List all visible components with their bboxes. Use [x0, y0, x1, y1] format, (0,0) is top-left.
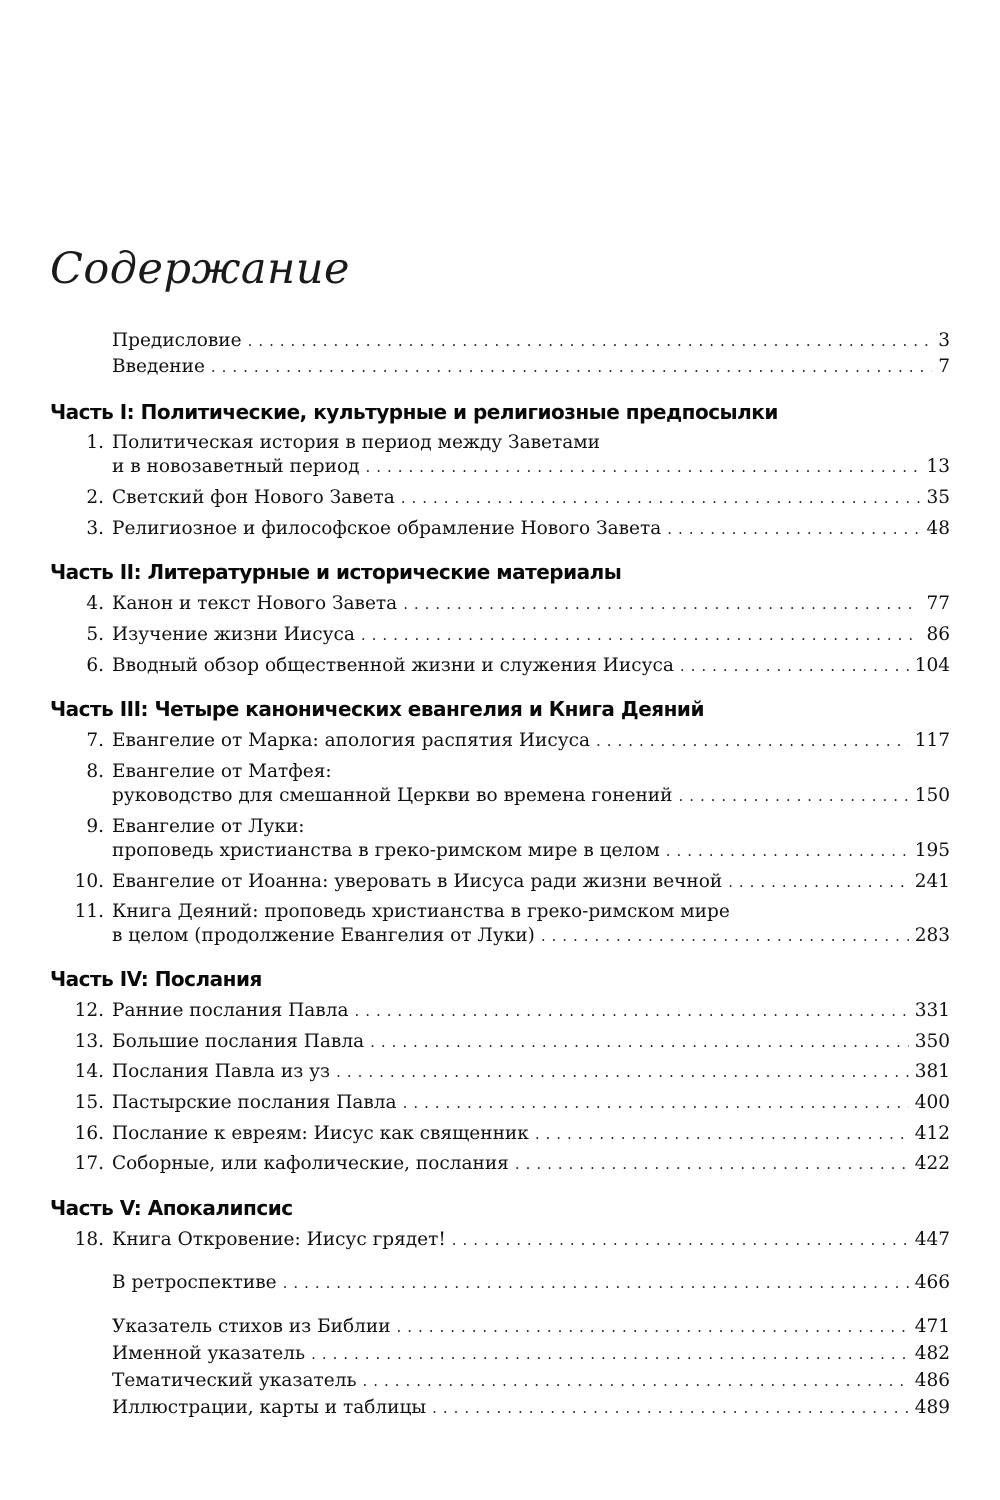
toc-entry-label: Тематический указатель — [112, 1370, 357, 1391]
toc-entry-line — [112, 728, 950, 754]
toc-entry-label: проповедь христианства в греко-римском мире в целом — [112, 840, 660, 861]
toc-entry-line — [112, 516, 950, 542]
toc-entry-page: 13 — [926, 456, 950, 477]
toc-entry-line — [112, 354, 950, 380]
toc-entry — [0, 998, 1000, 1028]
chapter-number: 16. — [74, 1123, 104, 1144]
toc-entry-label: Изучение жизни Иисуса — [112, 624, 355, 645]
toc-entry-line — [112, 1227, 950, 1253]
leader-dots — [596, 728, 909, 754]
leader-dots — [283, 1270, 909, 1296]
toc-entry-line — [112, 1059, 950, 1085]
leader-dots — [401, 485, 921, 511]
toc-entry-continued — [0, 783, 1000, 813]
toc-entry-line — [112, 1029, 950, 1055]
chapter-number: 5. — [86, 624, 104, 645]
toc-entry — [0, 653, 1000, 683]
toc-entry-label: Иллюстрации, карты и таблицы — [112, 1397, 427, 1418]
toc-entry-line — [112, 1341, 950, 1367]
toc-entry-page: 489 — [914, 1397, 950, 1418]
page-title: Содержание — [50, 244, 350, 294]
leader-dots — [667, 516, 920, 542]
toc-entry-label: Канон и текст Нового Завета — [112, 593, 398, 614]
toc-entry-back — [0, 1270, 1000, 1300]
toc-entry-first-line: Евангелие от Матфея: — [112, 761, 332, 782]
chapter-number: 10. — [74, 871, 104, 892]
toc-entry-page: 412 — [914, 1123, 950, 1144]
chapter-number: 12. — [74, 1000, 104, 1021]
toc-entry-page: 35 — [926, 487, 950, 508]
toc-entry-line — [112, 485, 950, 511]
toc-entry — [0, 591, 1000, 621]
toc-entry — [0, 1059, 1000, 1089]
toc-entry-line — [112, 1395, 950, 1421]
toc-entry-page: 150 — [914, 785, 950, 806]
chapter-number: 13. — [74, 1031, 104, 1052]
toc-entry-line — [112, 923, 950, 949]
leader-dots — [535, 1121, 909, 1147]
toc-entry-front — [0, 354, 1000, 384]
chapter-number: 14. — [74, 1061, 104, 1082]
chapter-number: 4. — [86, 593, 104, 614]
toc-entry-page: 447 — [914, 1229, 950, 1250]
toc-entry-label: Послания Павла из уз — [112, 1061, 331, 1082]
toc-entry-back — [0, 1314, 1000, 1344]
toc-entry-label: Пастырские послания Павла — [112, 1092, 397, 1113]
toc-entry — [0, 1121, 1000, 1151]
toc-entry-page: 7 — [938, 356, 950, 377]
leader-dots — [403, 591, 920, 617]
chapter-number: 11. — [74, 901, 104, 922]
leader-dots — [354, 998, 908, 1024]
leader-dots — [541, 923, 909, 949]
toc-entry-back — [0, 1341, 1000, 1371]
toc-entry-page: 117 — [914, 730, 950, 751]
toc-entry-page: 422 — [914, 1153, 950, 1174]
toc-entry-label: и в новозаветный период — [112, 456, 360, 477]
toc-entry-line — [112, 1151, 950, 1177]
leader-dots — [370, 1029, 909, 1055]
toc-entry-label: В ретроспективе — [112, 1272, 277, 1293]
toc-entry-line — [112, 591, 950, 617]
leader-dots — [211, 354, 932, 380]
toc-entry-label: в целом (продолжение Евангелия от Луки) — [112, 925, 535, 946]
toc-entry-page: 331 — [914, 1000, 950, 1021]
toc-entry-first-line: Книга Деяний: проповедь христианства в греко-римском мире — [112, 901, 730, 922]
chapter-number: 6. — [86, 655, 104, 676]
chapter-number: 18. — [74, 1229, 104, 1250]
leader-dots — [452, 1227, 909, 1253]
toc-entry-back — [0, 1368, 1000, 1398]
chapter-number: 9. — [86, 816, 104, 837]
toc-entry-continued — [0, 923, 1000, 953]
leader-dots — [666, 838, 909, 864]
toc-entry-label: руководство для смешанной Церкви во времена гонений — [112, 785, 673, 806]
leader-dots — [680, 653, 909, 679]
part-heading: Часть V: Апокалипсис — [50, 1196, 293, 1220]
toc-entry-page: 104 — [914, 655, 950, 676]
toc-entry-line — [112, 1314, 950, 1340]
part-heading: Часть I: Политические, культурные и религиозные предпосылки — [50, 400, 778, 424]
toc-entry-page: 471 — [914, 1316, 950, 1337]
toc-entry-line — [112, 1121, 950, 1147]
leader-dots — [336, 1059, 909, 1085]
toc-entry-line — [112, 622, 950, 648]
leader-dots — [311, 1341, 909, 1367]
toc-entry-label: Указатель стихов из Библии — [112, 1316, 391, 1337]
chapter-number: 17. — [74, 1153, 104, 1174]
chapter-number: 3. — [86, 518, 104, 539]
toc-entry — [0, 728, 1000, 758]
toc-entry-line — [112, 783, 950, 809]
toc-entry-label: Светский фон Нового Завета — [112, 487, 395, 508]
toc-entry-page: 86 — [926, 624, 950, 645]
toc-entry-continued — [0, 454, 1000, 484]
toc-entry-line — [112, 653, 950, 679]
toc-entry — [0, 622, 1000, 652]
part-heading: Часть IV: Послания — [50, 967, 262, 991]
leader-dots — [728, 869, 909, 895]
toc-entry — [0, 516, 1000, 546]
toc-entry-page: 486 — [914, 1370, 950, 1391]
leader-dots — [361, 622, 921, 648]
toc-entry-line — [112, 1368, 950, 1394]
toc-entry-label: Послание к евреям: Иисус как священник — [112, 1123, 529, 1144]
toc-entry — [0, 1151, 1000, 1181]
toc-entry-label: Вводный обзор общественной жизни и служения Иисуса — [112, 655, 674, 676]
toc-entry-page: 241 — [914, 871, 950, 892]
toc-entry-label: Предисловие — [112, 330, 242, 351]
chapter-number: 1. — [86, 432, 104, 453]
toc-entry-page: 350 — [914, 1031, 950, 1052]
leader-dots — [403, 1090, 909, 1116]
toc-entry-first-line: Политическая история в период между Заветами — [112, 432, 600, 453]
toc-entry-line — [112, 869, 950, 895]
leader-dots — [515, 1151, 909, 1177]
toc-entry — [0, 1029, 1000, 1059]
leader-dots — [248, 328, 933, 354]
toc-entry-page: 283 — [914, 925, 950, 946]
toc-entry-page: 482 — [914, 1343, 950, 1364]
toc-entry — [0, 485, 1000, 515]
toc-entry-page: 48 — [926, 518, 950, 539]
toc-entry-page: 3 — [938, 330, 950, 351]
toc-entry-line — [112, 838, 950, 864]
toc-entry-line — [112, 1090, 950, 1116]
toc-entry-label: Евангелие от Марка: апология распятия Иисуса — [112, 730, 591, 751]
toc-entry-page: 400 — [914, 1092, 950, 1113]
toc-entry-line — [112, 454, 950, 480]
toc-entry — [0, 1227, 1000, 1257]
chapter-number: 8. — [86, 761, 104, 782]
part-heading: Часть III: Четыре канонических евангелия и Книга Деяний — [50, 697, 704, 721]
chapter-number: 7. — [86, 730, 104, 751]
toc-entry-line — [112, 1270, 950, 1296]
toc-entry-label: Религиозное и философское обрамление Нового Завета — [112, 518, 662, 539]
toc-entry — [0, 869, 1000, 899]
leader-dots — [432, 1395, 909, 1421]
toc-entry-line — [112, 998, 950, 1024]
toc-entry-page: 195 — [914, 840, 950, 861]
chapter-number: 15. — [74, 1092, 104, 1113]
toc-entry-label: Именной указатель — [112, 1343, 306, 1364]
toc-entry-line — [112, 328, 950, 354]
toc-entry-label: Введение — [112, 356, 205, 377]
toc-entry-page: 381 — [914, 1061, 950, 1082]
part-heading: Часть II: Литературные и исторические материалы — [50, 560, 622, 584]
toc-entry-label: Ранние послания Павла — [112, 1000, 349, 1021]
toc-entry-label: Евангелие от Иоанна: уверовать в Иисуса ради жизни вечной — [112, 871, 723, 892]
toc-entry-page: 77 — [926, 593, 950, 614]
toc-entry-label: Книга Откровение: Иисус грядет! — [112, 1229, 446, 1250]
leader-dots — [363, 1368, 909, 1394]
toc-entry-page: 466 — [914, 1272, 950, 1293]
toc-entry-label: Соборные, или кафолические, послания — [112, 1153, 509, 1174]
toc-entry-first-line: Евангелие от Луки: — [112, 816, 305, 837]
toc-entry-label: Большие послания Павла — [112, 1031, 365, 1052]
leader-dots — [397, 1314, 909, 1340]
chapter-number: 2. — [86, 487, 104, 508]
toc-entry-back — [0, 1395, 1000, 1425]
leader-dots — [678, 783, 908, 809]
leader-dots — [366, 454, 921, 480]
toc-entry — [0, 1090, 1000, 1120]
toc-entry-continued — [0, 838, 1000, 868]
